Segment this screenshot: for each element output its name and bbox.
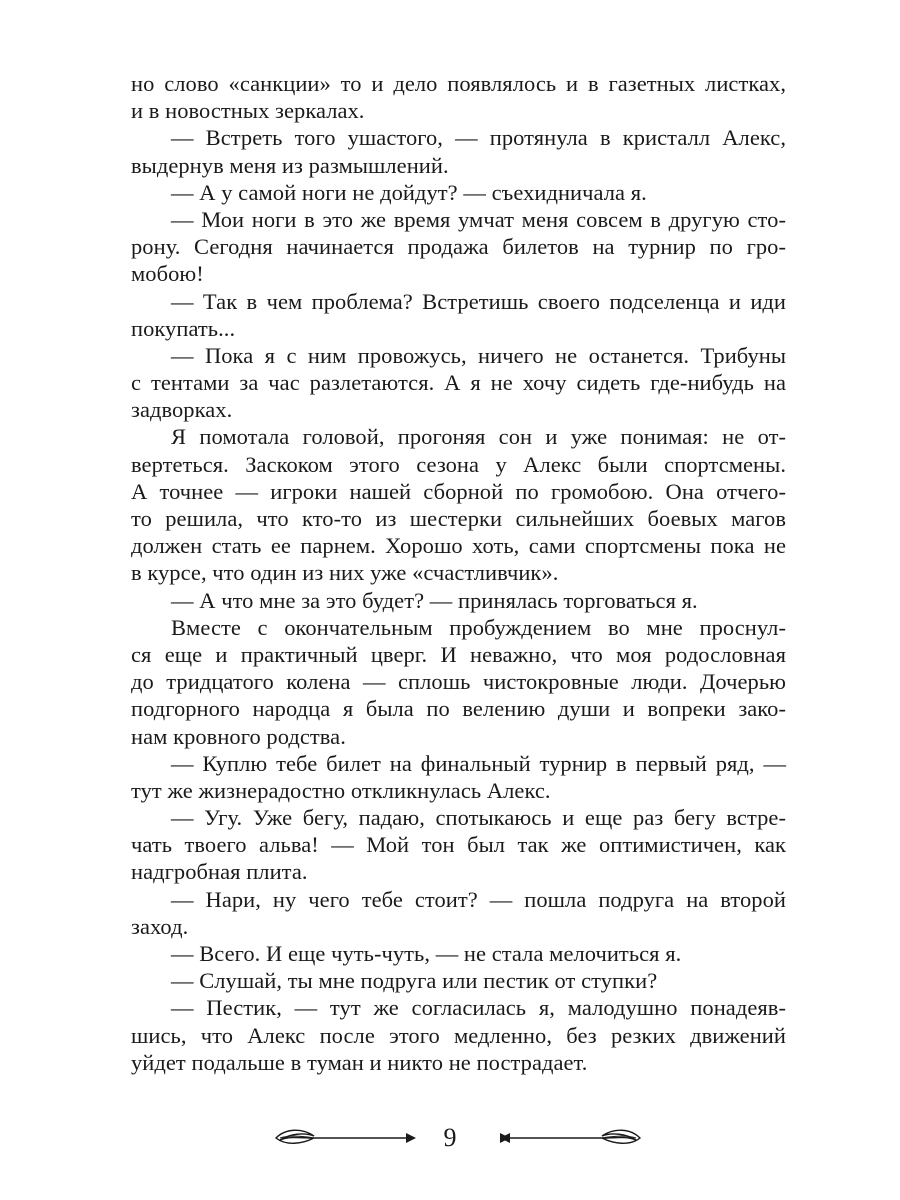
- text-line: и в новостных зеркалах.: [131, 98, 365, 124]
- text-line: мобою!: [131, 261, 204, 287]
- text-line: — Пестик, — тут же согласилась я, малодушно понадеяв-: [171, 995, 786, 1021]
- text-line: заход.: [131, 913, 189, 939]
- text-line: — Угу. Уже бегу, падаю, спотыкаюсь и еще раз бегу встре-: [171, 805, 786, 831]
- text-line: — Пока я с ним провожусь, ничего не останется. Трибуны: [171, 342, 786, 368]
- text-line: должен стать ее парнем. Хорошо хоть, сами спортсмены пока не: [131, 533, 786, 559]
- text-line: ся еще и практичный цверг. И неважно, что моя родословная: [131, 641, 786, 667]
- text-line: рону. Сегодня начинается продажа билетов на турнир по гро-: [131, 234, 786, 260]
- text-line: — А у самой ноги не дойдут? — съехидничала я.: [171, 179, 647, 205]
- text-line: — Всего. И еще чуть-чуть, — не стала мелочиться я.: [171, 941, 682, 966]
- body-text: [131, 70, 786, 1076]
- right-feather-ornament-icon: [496, 1126, 644, 1150]
- text-line: — Встреть того ушастого, — протянула в кристалл Алекс,: [171, 125, 786, 151]
- text-line: в курсе, что один из них уже «счастливчик».: [131, 560, 559, 586]
- text-line: покупать...: [131, 315, 236, 341]
- text-line: — Куплю тебе билет на финальный турнир в первый ряд, —: [171, 750, 786, 776]
- text-line: — А что мне за это будет? — принялась торговаться я.: [171, 587, 698, 613]
- text-line: задворках.: [131, 397, 233, 423]
- text-line: подгорного народца я была по велению души и вопреки зако-: [131, 696, 786, 722]
- text-line: уйдет подальше в туман и никто не пострадает.: [131, 1049, 588, 1075]
- text-line: Вместе с окончательным пробуждением во мне проснул-: [171, 614, 786, 640]
- text-line: надгробная плита.: [131, 859, 308, 885]
- page-number: 9: [443, 1123, 457, 1152]
- text-line: выдернув меня из размышлений.: [131, 152, 449, 178]
- text-line: шись, что Алекс после этого медленно, без резких движений: [131, 1022, 786, 1048]
- text-line: до тридцатого колена — сплошь чистокровные люди. Дочерью: [131, 669, 786, 695]
- text-line: с тентами за час разлетаются. А я не хочу сидеть где-нибудь на: [131, 370, 786, 396]
- text-line: но слово «санкции» то и дело появлялось и в газетных листках,: [131, 71, 786, 96]
- text-line: А точнее — игроки нашей сборной по громобою. Она отчего-: [131, 478, 786, 504]
- text-line: — Мои ноги в это же время умчат меня совсем в другую сто-: [171, 206, 786, 232]
- text-line: Я помотала головой, прогоняя сон и уже понимая: не от-: [171, 424, 786, 450]
- text-line: вертеться. Заскоком этого сезона у Алекс были спортсмены.: [131, 451, 786, 477]
- text-line: чать твоего альва! — Мой тон был так же оптимистичен, как: [131, 832, 786, 858]
- text-line: — Слушай, ты мне подруга или пестик от ступки?: [171, 968, 658, 994]
- text-line: — Так в чем проблема? Встретишь своего подселенца и иди: [171, 288, 786, 314]
- text-line: тут же жизнерадостно откликнулась Алекс.: [131, 777, 551, 803]
- text-line: — Нари, ну чего тебе стоит? — пошла подруга на второй: [171, 886, 786, 912]
- page-footer: [0, 1118, 900, 1158]
- text-line: то решила, что кто-то из шестерки сильнейших боевых магов: [131, 506, 786, 531]
- text-line: нам кровного родства.: [131, 723, 346, 749]
- left-feather-ornament-icon: [272, 1126, 420, 1150]
